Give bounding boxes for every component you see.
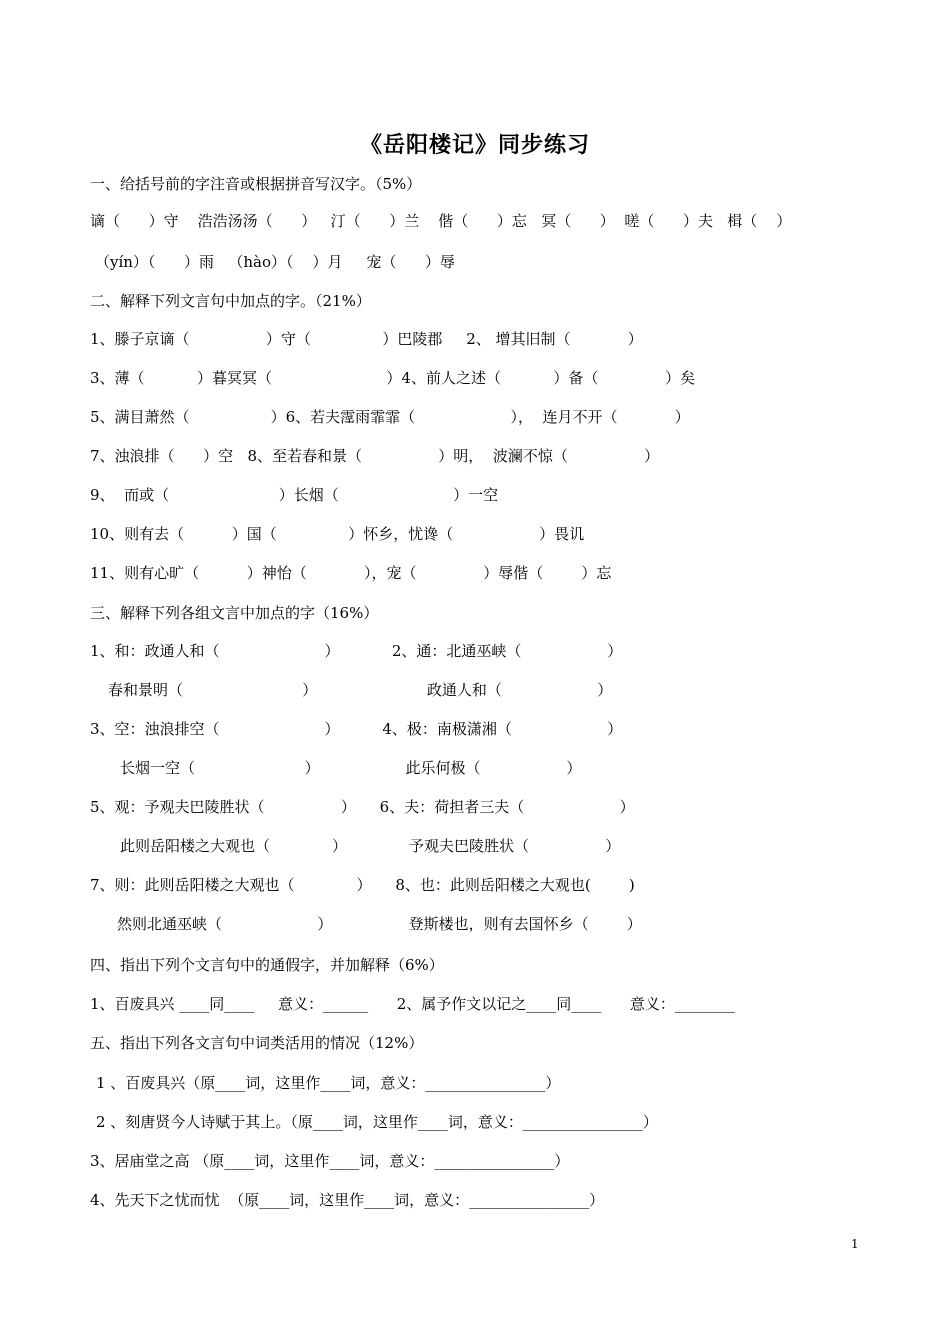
exercise-line: 7、浊浪排（ ）空 8、至若春和景（ ）明， 波澜不惊（ ） — [90, 447, 660, 465]
exercise-line: 三、解释下列各组文言中加点的字（16%） — [90, 604, 379, 622]
exercise-line: 3、薄（ ）暮冥冥（ ）4、前人之述（ ）备（ ）矣 — [90, 369, 696, 387]
exercise-line: 长烟一空（ ） 此乐何极（ ） — [120, 759, 582, 777]
exercise-line: 3、空：浊浪排空（ ） 4、极：南极潇湘（ ） — [90, 720, 623, 738]
exercise-line: 此则岳阳楼之大观也（ ） 予观夫巴陵胜状（ ） — [120, 837, 621, 855]
exercise-line: 10、则有去（ ）国（ ）怀乡，忧谗（ ）畏讥 — [90, 525, 585, 543]
exercise-line: 3、居庙堂之高 （原____词，这里作____词，意义：________________） — [90, 1152, 570, 1170]
exercise-line: 四、指出下列个文言句中的通假字，并加解释（6%） — [90, 956, 444, 974]
page-number: 1 — [851, 1237, 859, 1251]
exercise-line: 五、指出下列各文言句中词类活用的情况（12%） — [90, 1034, 424, 1052]
exercise-line: 1 、百废具兴（原____词，这里作____词，意义：________________） — [96, 1074, 561, 1092]
exercise-line: 5、满目萧然（ ）6、若夫霪雨霏霏（ ）， 连月不开（ ） — [90, 408, 690, 426]
exercise-line: 1、和：政通人和（ ） 2、通：北通巫峡（ ） — [90, 642, 623, 660]
exercise-line: 谪（ ）守 浩浩汤汤（ ） 汀（ ）兰 偕（ ）忘 冥（ ） 嗟（ ）夫 楫（ ） — [90, 212, 792, 230]
exercise-line: 1、滕子京谪（ ）守（ ）巴陵郡 2、 增其旧制（ ） — [90, 330, 643, 348]
exercise-line: 7、则：此则岳阳楼之大观也（ ） 8、也：此则岳阳楼之大观也( ) — [90, 876, 635, 894]
exercise-line: 二、解释下列文言句中加点的字。（21%） — [90, 292, 371, 310]
exercise-line: 5、观：予观夫巴陵胜状（ ） 6、夫：荷担者三夫（ ） — [90, 798, 635, 816]
exercise-line: 春和景明（ ） 政通人和（ ） — [108, 681, 613, 699]
exercise-line: 2 、刻唐贤今人诗赋于其上。（原____词，这里作____词，意义：________________） — [96, 1113, 658, 1131]
exercise-line: 11、则有心旷（ ）神怡（ ），宠（ ）辱偕（ ）忘 — [90, 564, 612, 582]
exercise-line: 一、给括号前的字注音或根据拼音写汉字。（5%） — [90, 175, 422, 193]
exercise-line: 1、百废具兴 ____同____ 意义：______ 2、属予作文以记之____同____ 意义：________ — [90, 995, 735, 1013]
exercise-line: 然则北通巫峡（ ） 登斯楼也，则有去国怀乡（ ） — [117, 915, 642, 933]
exercise-line: 9、 而或（ ）长烟（ ）一空 — [90, 486, 499, 504]
exercise-line: 4、先天下之忧而忧 （原____词，这里作____词，意义：________________） — [90, 1191, 605, 1209]
exercise-line: （yín）（ ）雨 （hào）（ ）月 宠（ ）辱 — [95, 253, 456, 271]
page-title: 《岳阳楼记》同步练习 — [359, 133, 590, 158]
